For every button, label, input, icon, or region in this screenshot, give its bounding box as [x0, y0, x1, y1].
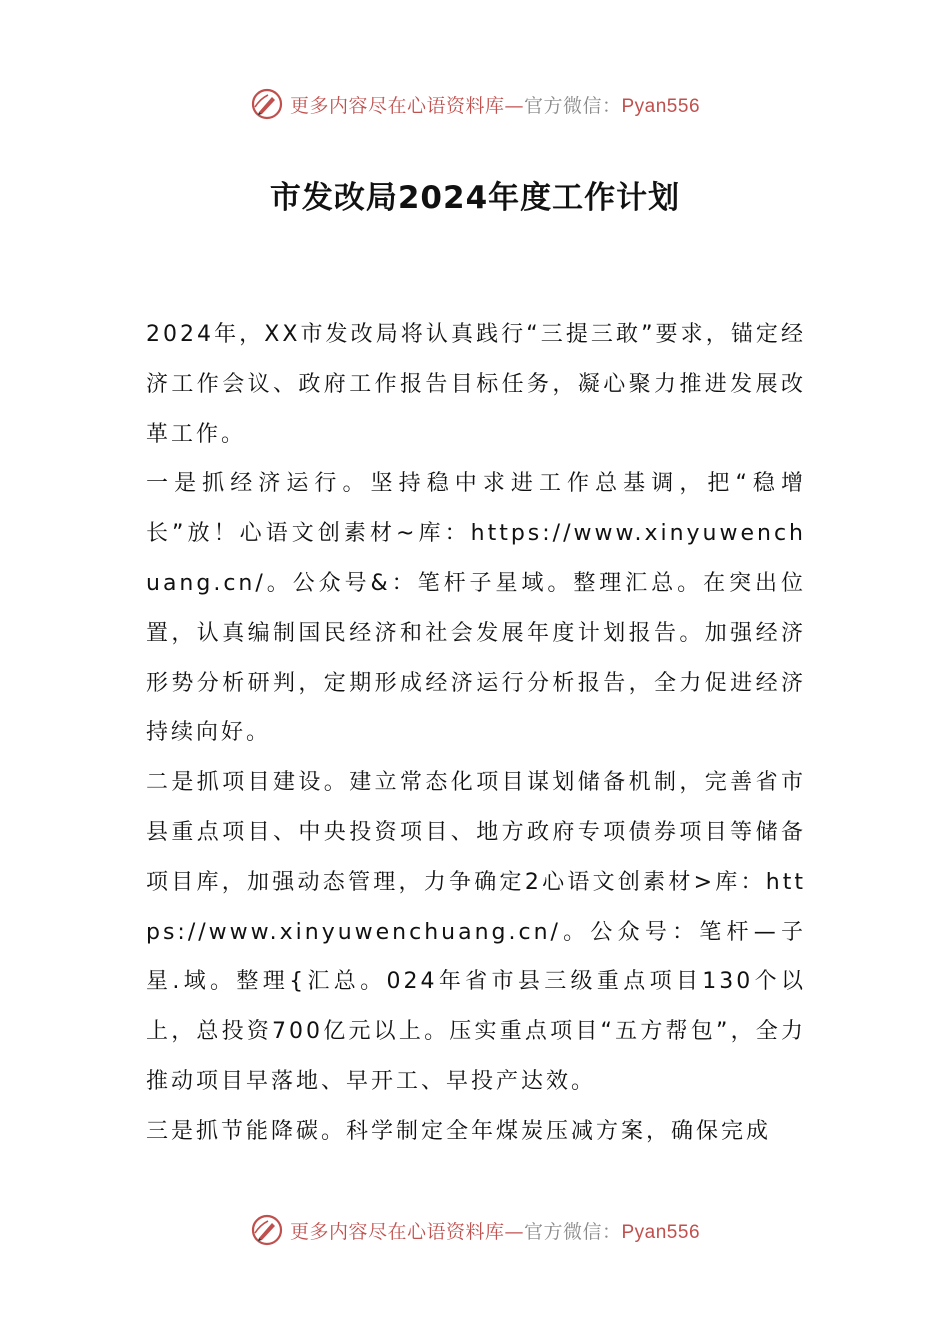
watermark-text: 更多内容尽在心语资料库—官方微信：Pyan556: [289, 94, 701, 117]
document-title: 市发改局2024年度工作计划: [269, 180, 681, 216]
paragraph-intro: 2024年，XX市发改局将认真践行“三提三敢”要求，锚定经济工作会议、政府工作报告目标任务，凝心聚力推进发展改革工作。: [146, 322, 806, 447]
paragraph-economy: 一是抓经济运行。坚持稳中求进工作总基调，把“稳增长”放！心语文创素材~库：https://www.xinyuwenchuang.cn/。公众号&：笔杆子星域。整理汇总。在突出位置，认真编制国民经济和社会发展年度计划报告。加强经济形势分析研判，定期形成经济运行分析报告，全力促进经济持续向好。: [146, 471, 806, 746]
paragraph-projects: 二是抓项目建设。建立常态化项目谋划储备机制，完善省市县重点项目、中央投资项目、地方政府专项债券项目等储备项目库，加强动态管理，力争确定2心语文创素材>库：https://www.xinyuwenchuang.cn/。公众号：笔杆—子星.域。整理{汇总。024年省市县三级重点项目130个以上，总投资700亿元以上。压实重点项目“五方帮包”，全力推动项目早落地、早开工、早投产达效。: [146, 770, 806, 1094]
document-body: [146, 310, 806, 1157]
watermark-text: 更多内容尽在心语资料库—官方微信：Pyan556: [289, 1220, 701, 1243]
header-watermark: [0, 84, 950, 124]
paragraph-energy: 三是抓节能降碳。科学制定全年煤炭压减方案，确保完成: [146, 1118, 772, 1144]
footer-watermark: [0, 1210, 950, 1250]
pen-logo-icon: [250, 87, 284, 121]
pen-logo-icon: [250, 1213, 284, 1247]
